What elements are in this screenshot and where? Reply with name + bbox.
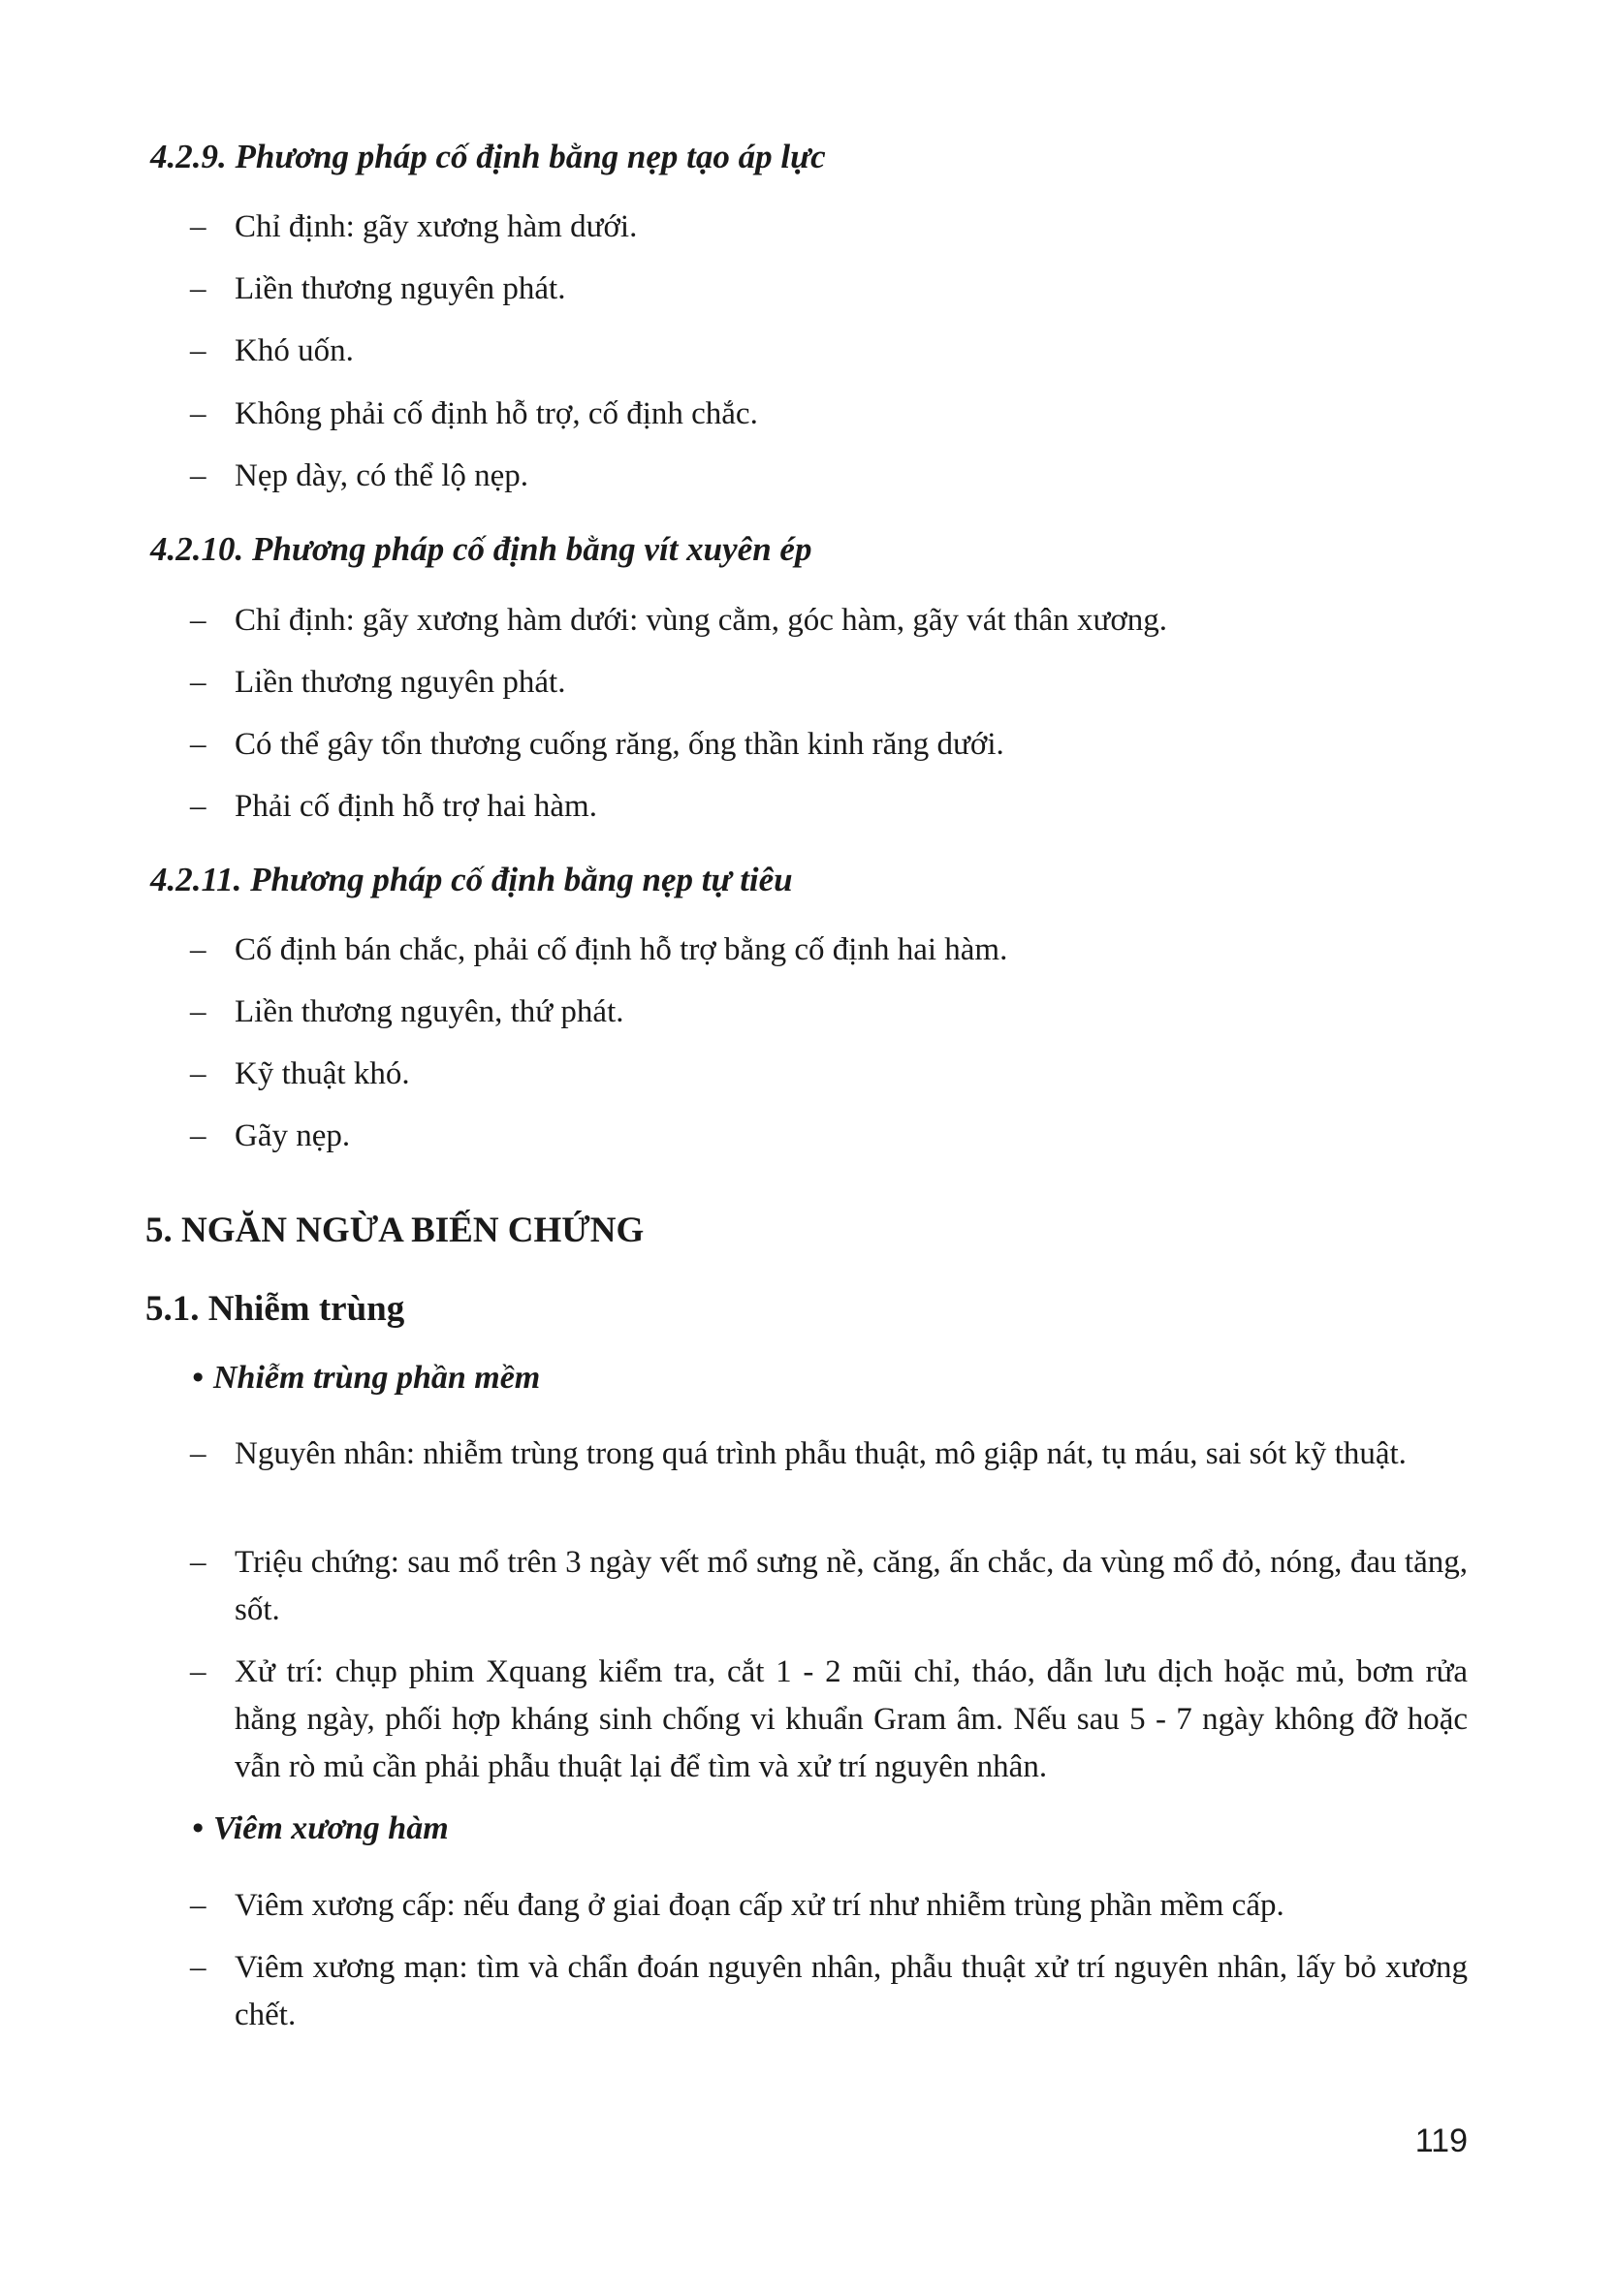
list-item: – Viêm xương cấp: nếu đang ở giai đoạn cấp xử trí như nhiễm trùng phần mềm cấp. <box>190 1888 1284 1923</box>
heading-4-2-9: 4.2.9. Phương pháp cố định bằng nẹp tạo áp lực <box>150 138 826 175</box>
list-item: – Cố định bán chắc, phải cố định hỗ trợ bằng cố định hai hàm. <box>190 932 1008 967</box>
list-item: – Chỉ định: gãy xương hàm dưới: vùng cằm, góc hàm, gãy vát thân xương. <box>190 603 1168 638</box>
heading-4-2-10: 4.2.10. Phương pháp cố định bằng vít xuyên ép <box>150 530 812 568</box>
heading-chapter-5: 5. NGĂN NGỪA BIẾN CHỨNG <box>145 1211 645 1250</box>
subheading-jaw-osteomyelitis: • Viêm xương hàm <box>192 1810 449 1846</box>
list-item: – Liền thương nguyên phát. <box>190 271 566 306</box>
list-item: – Gãy nẹp. <box>190 1118 351 1153</box>
list-item: – Triệu chứng: sau mổ trên 3 ngày vết mổ sưng nề, căng, ấn chắc, da vùng mổ đỏ, nóng, đau tăng, sốt. <box>190 1545 1468 1627</box>
list-item: – Phải cố định hỗ trợ hai hàm. <box>190 789 597 824</box>
list-item: – Không phải cố định hỗ trợ, cố định chắc. <box>190 396 758 431</box>
list-item: – Nẹp dày, có thể lộ nẹp. <box>190 458 529 493</box>
list-item: – Viêm xương mạn: tìm và chẩn đoán nguyên nhân, phẫu thuật xử trí nguyên nhân, lấy bỏ xương chết. <box>190 1950 1468 2032</box>
list-item: – Kỹ thuật khó. <box>190 1056 410 1091</box>
list-item: – Chỉ định: gãy xương hàm dưới. <box>190 209 638 244</box>
page-number: 119 <box>1414 2123 1468 2159</box>
heading-4-2-11: 4.2.11. Phương pháp cố định bằng nẹp tự tiêu <box>150 861 793 898</box>
list-item: – Xử trí: chụp phim Xquang kiểm tra, cắt 1 - 2 mũi chỉ, tháo, dẫn lưu dịch hoặc mủ, bơm rửa hằng ngày, phối hợp kháng sinh chống vi khuẩn Gram âm. Nếu sau 5 - 7 ngày không đỡ hoặc vẫn rò mủ cần phải phẫu thuật lại để tìm và xử trí nguyên nhân. <box>190 1654 1468 1784</box>
list-item: – Liền thương nguyên, thứ phát. <box>190 994 624 1029</box>
list-item: – Có thể gây tổn thương cuống răng, ống thần kinh răng dưới. <box>190 727 1004 762</box>
list-item: – Nguyên nhân: nhiễm trùng trong quá trình phẫu thuật, mô giập nát, tụ máu, sai sót kỹ thuật. <box>190 1436 1407 1471</box>
subheading-soft-tissue-infection: • Nhiễm trùng phần mềm <box>192 1360 541 1396</box>
heading-5-1: 5.1. Nhiễm trùng <box>145 1289 405 1329</box>
list-item: – Liền thương nguyên phát. <box>190 665 566 700</box>
list-item: – Khó uốn. <box>190 333 354 368</box>
